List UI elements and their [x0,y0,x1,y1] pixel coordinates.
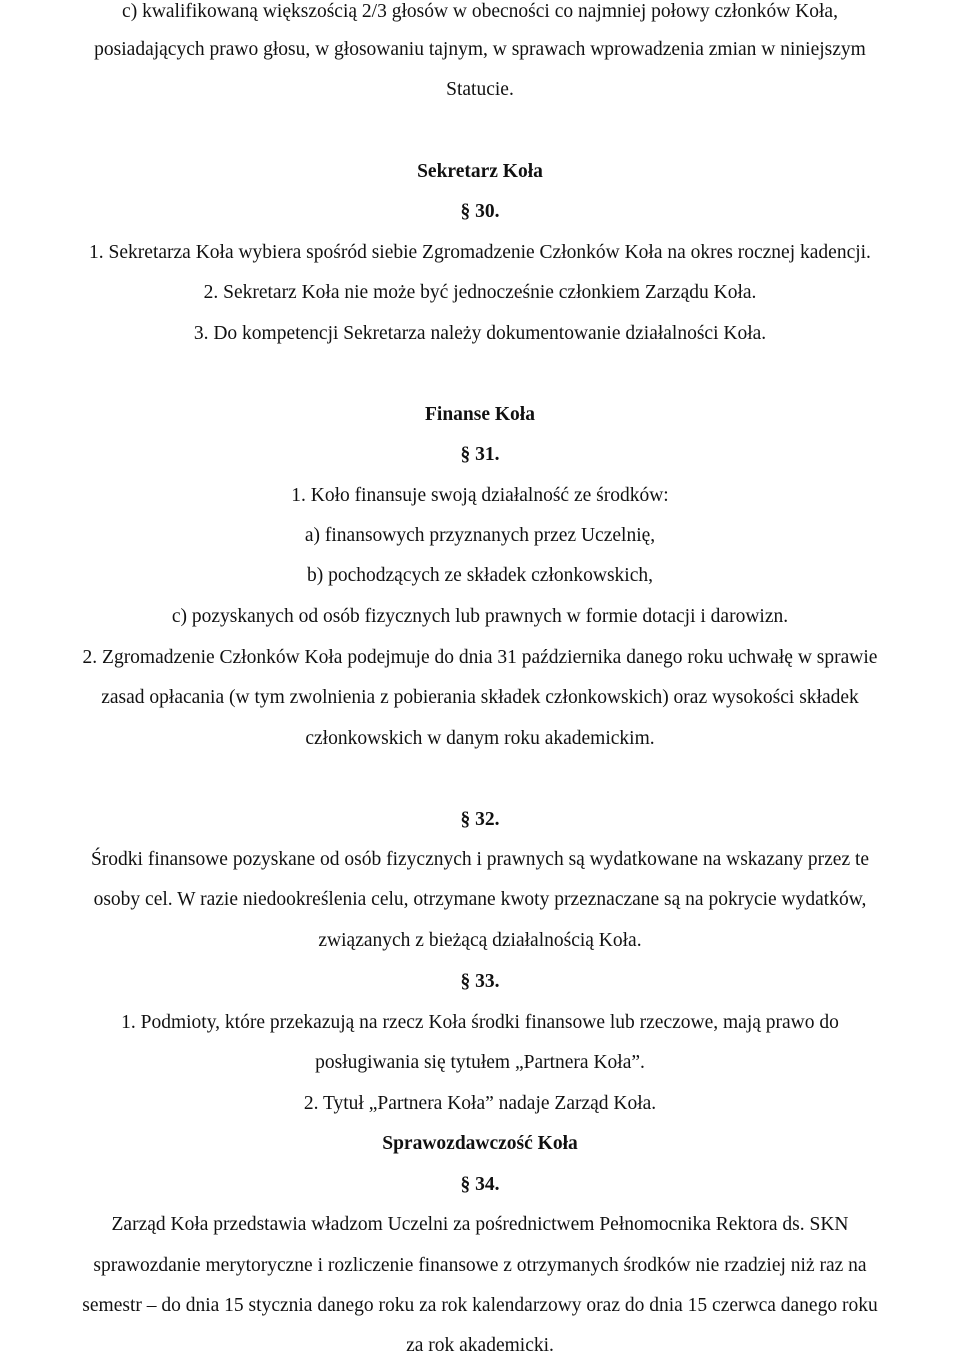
paragraph-number-34: § 34. [460,1174,500,1195]
section-heading-sprawozdawczosc: Sprawozdawczość Koła [382,1133,578,1154]
text-line: 1. Sekretarza Koła wybiera spośród siebie Zgromadzenie Członków Koła na okres rocznej kadencji. [89,242,871,263]
text-line: sprawozdanie merytoryczne i rozliczenie finansowe z otrzymanych środków nie rzadziej niż raz na [93,1255,867,1276]
section-symbol: § [460,444,471,465]
text-line: 1. Podmioty, które przekazują na rzecz Koła środki finansowe lub rzeczowe, mają prawo do [121,1012,839,1033]
text-line: c) pozyskanych od osób fizycznych lub prawnych w formie dotacji i darowizn. [171,606,789,627]
text-line: zasad opłacania (w tym zwolnienia z pobierania składek członkowskich) oraz wysokości składek [101,687,859,708]
text-line: posługiwania się tytułem „Partnera Koła”. [315,1052,645,1073]
section-symbol: § [460,1174,471,1195]
text-line: 2. Tytuł „Partnera Koła” nadaje Zarząd Koła. [303,1093,657,1114]
text-line: c) kwalifikowaną większością 2/3 głosów w obecności co najmniej połowy członków Koła, [122,1,838,22]
paragraph-number-30: § 30. [460,201,500,222]
text-line: Statucie. [446,79,514,100]
text-line: Zarząd Koła przedstawia władzom Uczelni za pośrednictwem Pełnomocnika Rektora ds. SKN [111,1214,849,1235]
section-symbol: § [460,201,471,222]
text-line: semestr – do dnia 15 stycznia danego roku za rok kalendarzowy oraz do dnia 15 czerwca danego roku [82,1295,878,1316]
text-line: za rok akademicki. [406,1335,554,1356]
section-heading-finanse: Finanse Koła [425,404,535,425]
text-line: 2. Sekretarz Koła nie może być jednocześnie członkiem Zarządu Koła. [203,282,757,303]
text-line: osoby cel. W razie niedookreślenia celu, otrzymane kwoty przeznaczane są na pokrycie wydatków, [93,889,867,910]
paragraph-number-31: § 31. [460,444,500,465]
section-heading-sekretarz: Sekretarz Koła [417,161,543,182]
text-line: a) finansowych przyznanych przez Uczelnię, [304,525,656,546]
paragraph-number-32: § 32. [460,809,500,830]
text-line: związanych z bieżącą działalnością Koła. [318,930,642,951]
text-line: 3. Do kompetencji Sekretarza należy dokumentowanie działalności Koła. [193,323,767,344]
paragraph-number-33: § 33. [460,971,500,992]
text-line: posiadających prawo głosu, w głosowaniu tajnym, w sprawach wprowadzenia zmian w niniejszym [94,39,866,60]
section-symbol: § [460,971,471,992]
text-line: 1. Koło finansuje swoją działalność ze środków: [291,485,669,506]
text-line: b) pochodzących ze składek członkowskich, [307,565,653,586]
section-symbol: § [460,809,471,830]
text-line: członkowskich w danym roku akademickim. [305,728,655,749]
text-line: 2. Zgromadzenie Członków Koła podejmuje do dnia 31 października danego roku uchwałę w sprawie [82,647,878,668]
text-line: Środki finansowe pozyskane od osób fizycznych i prawnych są wydatkowane na wskazany przez te [90,849,870,870]
